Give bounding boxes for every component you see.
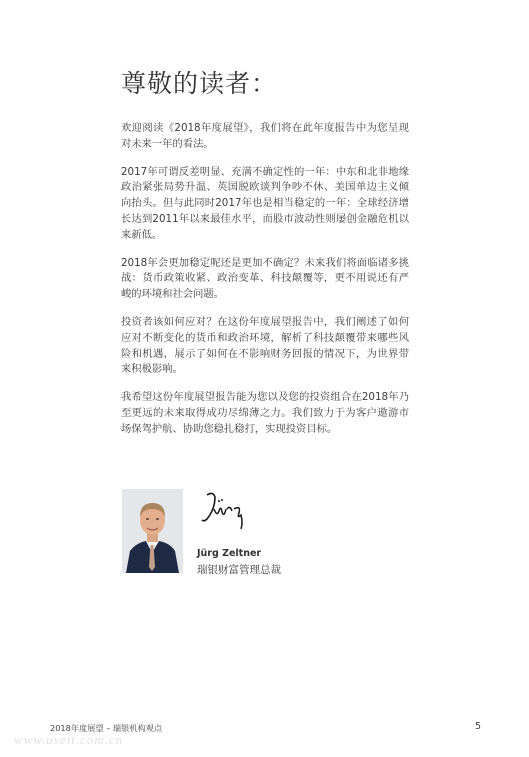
paragraph-2: 2017年可谓反差明显、充满不确定性的一年：中东和北非地缘政治紧张局势升温、英国脱欧谈判争吵不休、美国单边主义倾向抬头。但与此同时2017年也是相当稳定的一年：全球经济增长达到2011年以来最佳水平，而股市波动性则屡创金融危机以来新低。 xyxy=(121,165,409,241)
paragraph-3: 2018年会更加稳定呢还是更加不确定？未来我们将面临诸多挑战：货币政策收紧、政治变革、科技颠覆等，更不用说还有严峻的环境和社会问题。 xyxy=(121,256,409,301)
page-number: 5 xyxy=(475,721,482,732)
paragraph-5: 我希望这份年度展望报告能为您以及您的投资组合在2018年乃至更远的未来取得成功尽绵薄之力。我们致力于为客户遨游市场保驾护航、协助您稳扎稳打，实现投资目标。 xyxy=(121,391,409,435)
paragraph-1: 欢迎阅读《2018年度展望》，我们将在此年度报告中为您呈现对未来一年的看法。 xyxy=(121,122,409,150)
page-title: 尊敬的读者： xyxy=(121,69,278,98)
author-photo xyxy=(122,489,183,573)
author-name: Jürg Zeltner xyxy=(197,548,262,559)
letter-body xyxy=(121,121,409,450)
watermark: www.useit.com.cn xyxy=(14,732,124,747)
author-title: 瑞银财富管理总裁 xyxy=(197,564,281,576)
footer-caption: 2018年度展望 – 瑞银机构观点 xyxy=(50,723,163,733)
paragraph-4: 投资者该如何应对？在这份年度展望报告中，我们阐述了如何应对不断变化的货币和政治环境，解析了科技颠覆带来哪些风险和机遇，展示了如何在不影响财务回报的情况下，为世界带来积极影响。 xyxy=(121,315,409,376)
signature xyxy=(197,487,249,531)
